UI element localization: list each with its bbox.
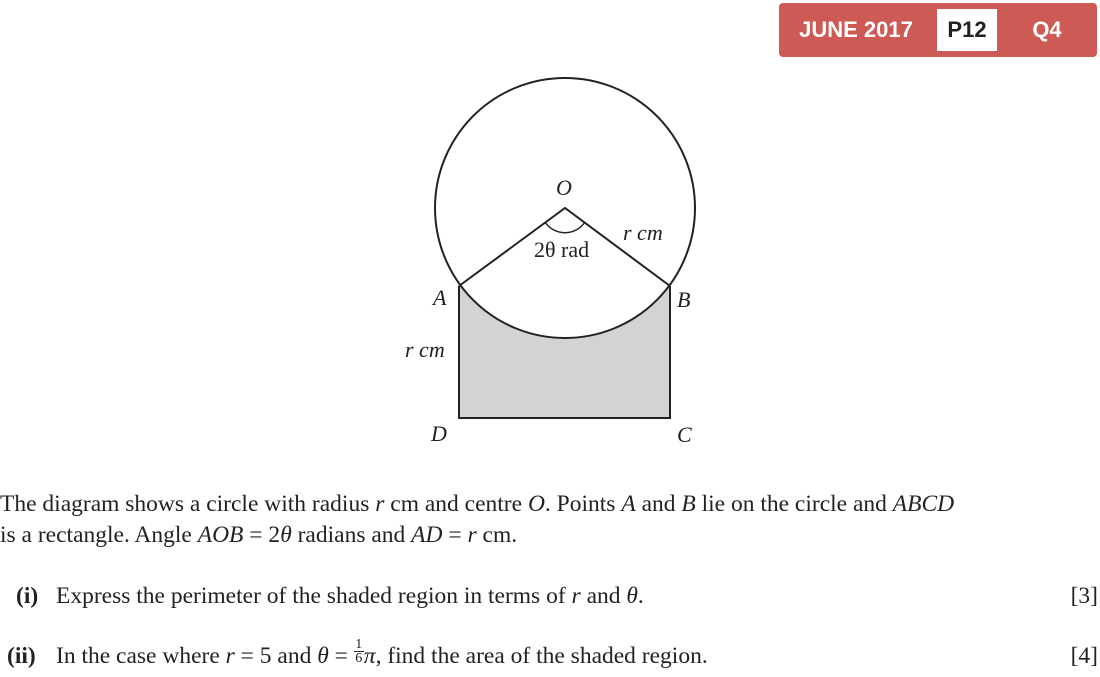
angle-arc <box>545 222 585 233</box>
part-i-label: (i) <box>16 583 39 609</box>
label-side: r cm <box>405 337 445 362</box>
label-radius: r cm <box>623 220 663 245</box>
shaded-region <box>459 286 670 418</box>
label-o: O <box>556 175 572 200</box>
label-a: A <box>433 285 447 310</box>
intro-line-1: The diagram shows a circle with radius r cm and centre O. Points A and B lie on the circle and ABCD <box>0 491 955 517</box>
question-part-ii <box>0 637 1100 672</box>
question-part-i <box>0 580 1100 612</box>
badge-session: JUNE 2017 <box>799 17 913 42</box>
question-intro <box>0 489 1100 551</box>
intro-line-2: is a rectangle. Angle AOB = 2θ radians and AD = r cm. <box>0 522 518 548</box>
label-d: D <box>431 421 447 446</box>
badge-paper: P12 <box>937 9 997 51</box>
badge-question: Q4 <box>1032 17 1062 42</box>
fraction-one-sixth: $\frac{1}{6}$ <box>355 637 363 666</box>
part-ii-marks: [4] <box>1070 643 1098 669</box>
part-i-text: Express the perimeter of the shaded region in terms of r and θ. <box>56 583 644 609</box>
label-c: C <box>677 422 692 447</box>
part-ii-label: (ii) <box>7 643 36 669</box>
label-angle: 2θ rad <box>534 237 590 262</box>
label-b: B <box>677 287 691 312</box>
part-i-marks: [3] <box>1070 583 1098 609</box>
part-ii-text: In the case where r = 5 and θ = $\frac{1}{6}$ π, find the area of the shaded region. <box>56 637 708 669</box>
